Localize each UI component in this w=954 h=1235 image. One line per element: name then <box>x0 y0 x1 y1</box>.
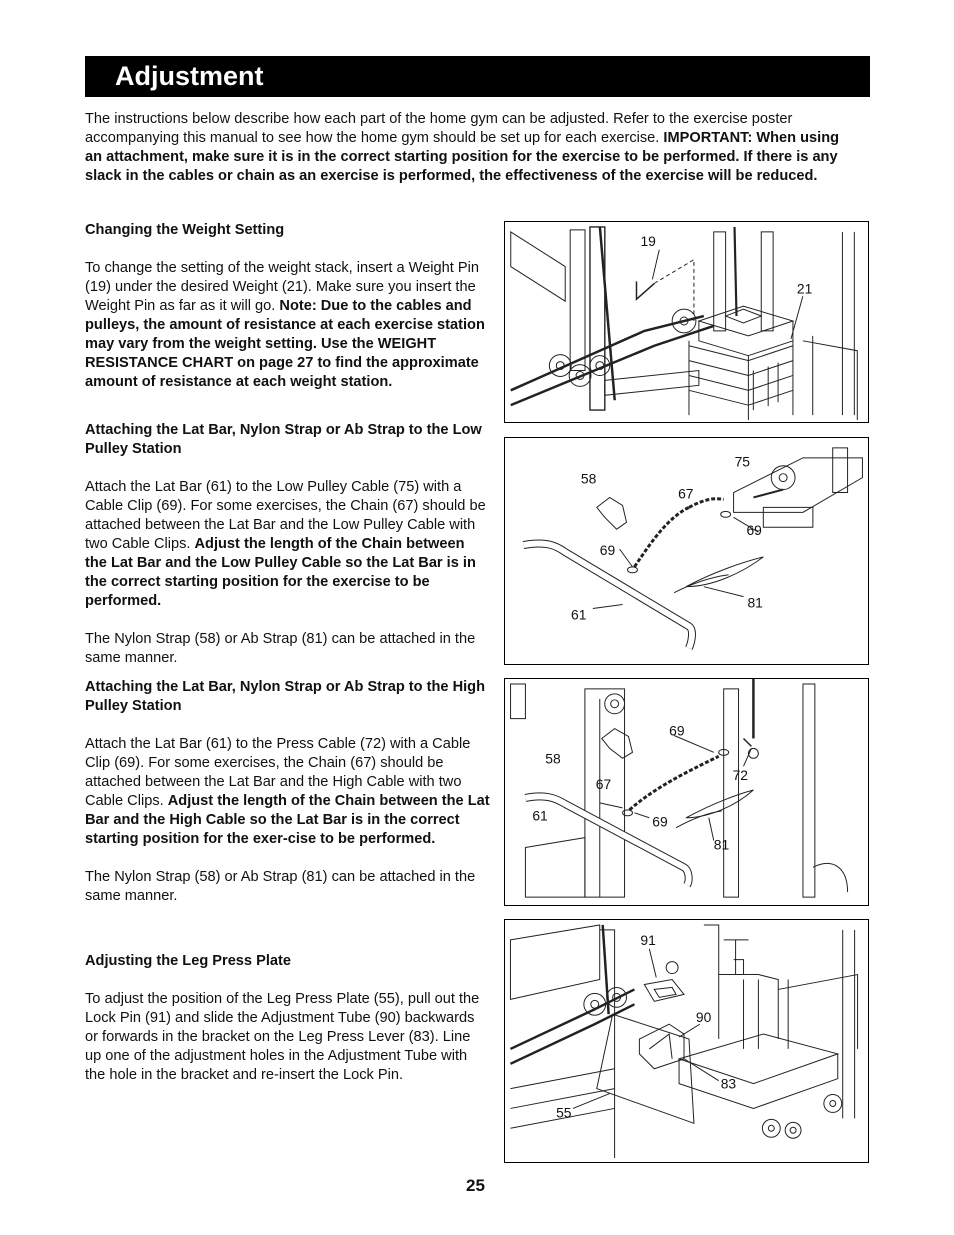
callout-19: 19 <box>640 232 656 249</box>
section-body: Attach the Lat Bar (61) to the Low Pulley Cable (75) with a Cable Clip (69). For some exercises, the Chain (67) should be attached between the Lat Bar and the Low Pulley Cable with two Cable Clips. Adjust the length of the Chain between the Lat Bar and the Low Pulley Cable so the Lat Bar is in the correct starting position for the exercise to be performed. <box>85 479 486 609</box>
section-body: Attach the Lat Bar (61) to the Press Cable (72) with a Cable Clip (69). For some exercises, the Chain (67) should be attached between the Lat Bar and the High Cable with two Cable Clips. Adjust the length of the Chain between the Lat Bar and the High Cable so the Lat Bar is in the correct starting position for the exer-cise to be performed. <box>85 736 490 847</box>
callout-69-left: 69 <box>599 541 616 558</box>
title-banner <box>85 56 870 97</box>
section-high-pulley <box>85 678 490 906</box>
weight-stack-illustration <box>505 222 868 422</box>
intro-important: IMPORTANT: When using an attachment, make sure it is in the correct starting position for the exercise to be performed. If there is any slack in the cables or chain as an exercise is performed, the effectiveness of the exercise will be reduced. <box>85 130 840 184</box>
callout-81: 81 <box>747 594 763 611</box>
figure-high-pulley <box>504 678 869 906</box>
figure-leg-press <box>504 919 869 1163</box>
page-title: Adjustment <box>115 61 264 91</box>
callout-69-top: 69 <box>669 722 685 739</box>
intro-paragraph <box>85 110 860 186</box>
callout-72: 72 <box>732 767 749 784</box>
callout-69-bottom: 69 <box>652 813 668 830</box>
section-weight <box>85 221 490 392</box>
callout-21: 21 <box>796 280 813 297</box>
callout-61: 61 <box>571 606 587 623</box>
callout-91: 91 <box>640 931 656 948</box>
figure-weight-stack <box>504 221 869 423</box>
callout-55: 55 <box>556 1104 572 1121</box>
callout-58: 58 <box>580 470 597 487</box>
high-pulley-illustration <box>505 679 868 905</box>
section-note: The Nylon Strap (58) or Ab Strap (81) can be attached in the same manner. <box>85 869 476 904</box>
figure-low-pulley <box>504 437 869 665</box>
low-pulley-illustration <box>505 438 868 664</box>
callout-61: 61 <box>532 807 548 824</box>
section-body: To change the setting of the weight stack, insert a Weight Pin (19) under the desired Weight (21). Make sure you insert the Weight Pin as far as it will go. Note: Due to the cables and pulleys, the amount of resistance at each exercise station may vary from the weight setting. Use the WEIGHT RESISTANCE CHART on page 27 to find the approximate amount of resistance at each weight station. <box>85 260 485 390</box>
callout-67: 67 <box>595 776 612 793</box>
intro-text: The instructions below describe how each part of the home gym can be adjusted. Refer to the exercise poster accompanying this manual to see how the home gym should be set up for each exercise. <box>85 111 793 146</box>
leg-press-illustration <box>505 920 868 1162</box>
section-low-pulley <box>85 421 490 668</box>
page-number: 25 <box>466 1176 485 1195</box>
section-body: To adjust the position of the Leg Press Plate (55), pull out the Lock Pin (91) and slide the Adjustment Tube (90) backwards or forwards in the bracket on the Leg Press Lever (83). Line up one of the adjustment holes in the Adjustment Tube with the hole in the bracket and re-insert the Lock Pin. <box>85 991 480 1083</box>
callout-83: 83 <box>720 1075 737 1092</box>
callout-90: 90 <box>695 1009 712 1026</box>
section-heading: Attaching the Lat Bar, Nylon Strap or Ab Strap to the High Pulley Station <box>85 679 485 714</box>
section-leg-press <box>85 952 490 1085</box>
section-heading: Attaching the Lat Bar, Nylon Strap or Ab Strap to the Low Pulley Station <box>85 422 482 457</box>
callout-58: 58 <box>545 750 561 767</box>
section-note: The Nylon Strap (58) or Ab Strap (81) can be attached in the same manner. <box>85 631 476 666</box>
callout-69-right: 69 <box>746 522 762 539</box>
callout-67: 67 <box>678 485 694 502</box>
section-heading: Adjusting the Leg Press Plate <box>85 953 291 969</box>
section-heading: Changing the Weight Setting <box>85 222 285 238</box>
callout-75: 75 <box>734 453 750 470</box>
callout-81: 81 <box>713 836 730 853</box>
